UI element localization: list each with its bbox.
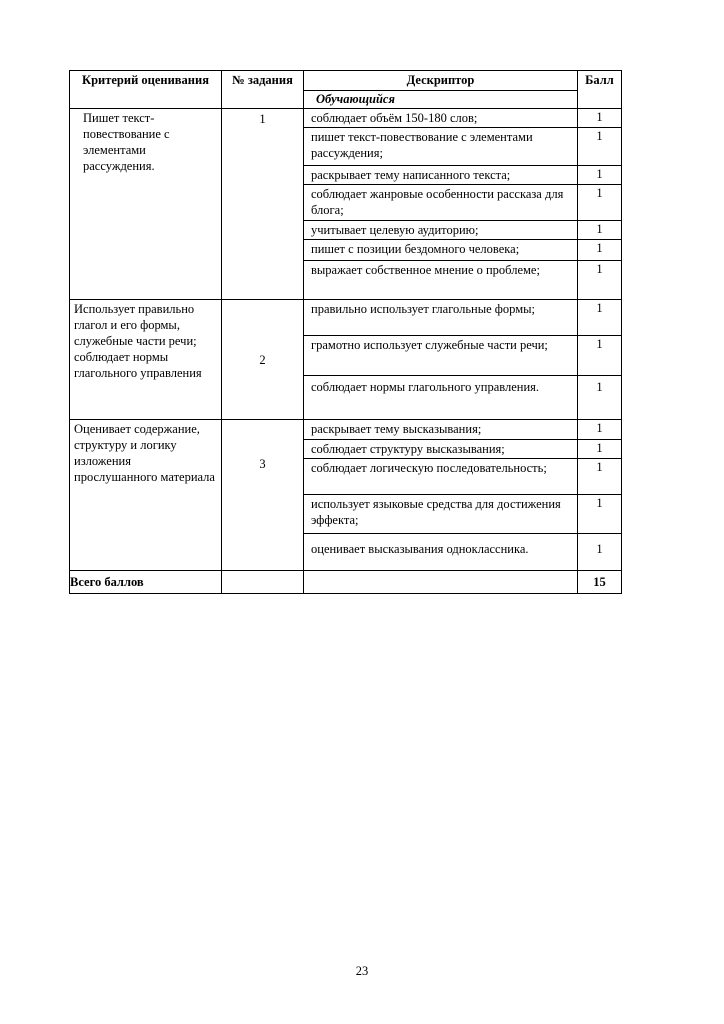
score-cell: 1 xyxy=(578,109,622,128)
descriptor-subheader: Обучающийся xyxy=(304,90,578,109)
header-descriptor: Дескриптор xyxy=(304,71,578,91)
score-cell: 1 xyxy=(578,534,622,571)
score-cell: 1 xyxy=(578,240,622,261)
total-score: 15 xyxy=(578,571,622,594)
task-number-cell-1: 1 xyxy=(222,109,304,300)
header-score: Балл xyxy=(578,71,622,109)
descriptor-cell: оценивает высказывания одноклассника. xyxy=(304,534,578,571)
total-row xyxy=(70,571,622,594)
table-header-row xyxy=(70,71,622,91)
header-task-number: № задания xyxy=(222,71,304,109)
descriptor-cell: соблюдает жанровые особенности рассказа для блога; xyxy=(304,185,578,221)
criterion-cell-2: Использует правильно глагол и его формы, служебные части речи; соблюдает нормы глагольного управления xyxy=(70,300,222,420)
total-descriptor-empty xyxy=(304,571,578,594)
score-cell: 1 xyxy=(578,166,622,185)
descriptor-cell: правильно использует глагольные формы; xyxy=(304,300,578,336)
criterion-cell-1: Пишет текст-повествование с элементами рассуждения. xyxy=(70,109,222,300)
total-label: Всего баллов xyxy=(70,571,222,594)
descriptor-cell: раскрывает тему написанного текста; xyxy=(304,166,578,185)
page-number: 23 xyxy=(355,964,369,978)
assessment-table-container xyxy=(69,70,621,594)
task-number-cell-3: 3 xyxy=(222,420,304,571)
score-cell: 1 xyxy=(578,495,622,534)
score-cell: 1 xyxy=(578,336,622,376)
task-number-cell-2: 2 xyxy=(222,300,304,420)
descriptor-cell: выражает собственное мнение о проблеме; xyxy=(304,261,578,300)
assessment-table xyxy=(69,70,622,594)
descriptor-cell: соблюдает нормы глагольного управления. xyxy=(304,376,578,420)
total-task-empty xyxy=(222,571,304,594)
table-row xyxy=(70,109,622,128)
descriptor-cell: учитывает целевую аудиторию; xyxy=(304,221,578,240)
score-cell: 1 xyxy=(578,459,622,495)
score-cell: 1 xyxy=(578,128,622,166)
descriptor-cell: грамотно использует служебные части речи; xyxy=(304,336,578,376)
table-row xyxy=(70,300,622,336)
descriptor-cell: соблюдает объём 150-180 слов; xyxy=(304,109,578,128)
descriptor-cell: соблюдает структуру высказывания; xyxy=(304,440,578,459)
descriptor-cell: раскрывает тему высказывания; xyxy=(304,420,578,440)
descriptor-cell: пишет текст-повествование с элементами рассуждения; xyxy=(304,128,578,166)
score-cell: 1 xyxy=(578,440,622,459)
descriptor-cell: пишет с позиции бездомного человека; xyxy=(304,240,578,261)
criterion-cell-3: Оценивает содержание, структуру и логику изложения прослушанного материала xyxy=(70,420,222,571)
table-row xyxy=(70,420,622,440)
score-cell: 1 xyxy=(578,376,622,420)
score-cell: 1 xyxy=(578,420,622,440)
score-cell: 1 xyxy=(578,300,622,336)
descriptor-cell: соблюдает логическую последовательность; xyxy=(304,459,578,495)
score-cell: 1 xyxy=(578,185,622,221)
score-cell: 1 xyxy=(578,221,622,240)
descriptor-cell: использует языковые средства для достижения эффекта; xyxy=(304,495,578,534)
score-cell: 1 xyxy=(578,261,622,300)
header-criterion: Критерий оценивания xyxy=(70,71,222,109)
